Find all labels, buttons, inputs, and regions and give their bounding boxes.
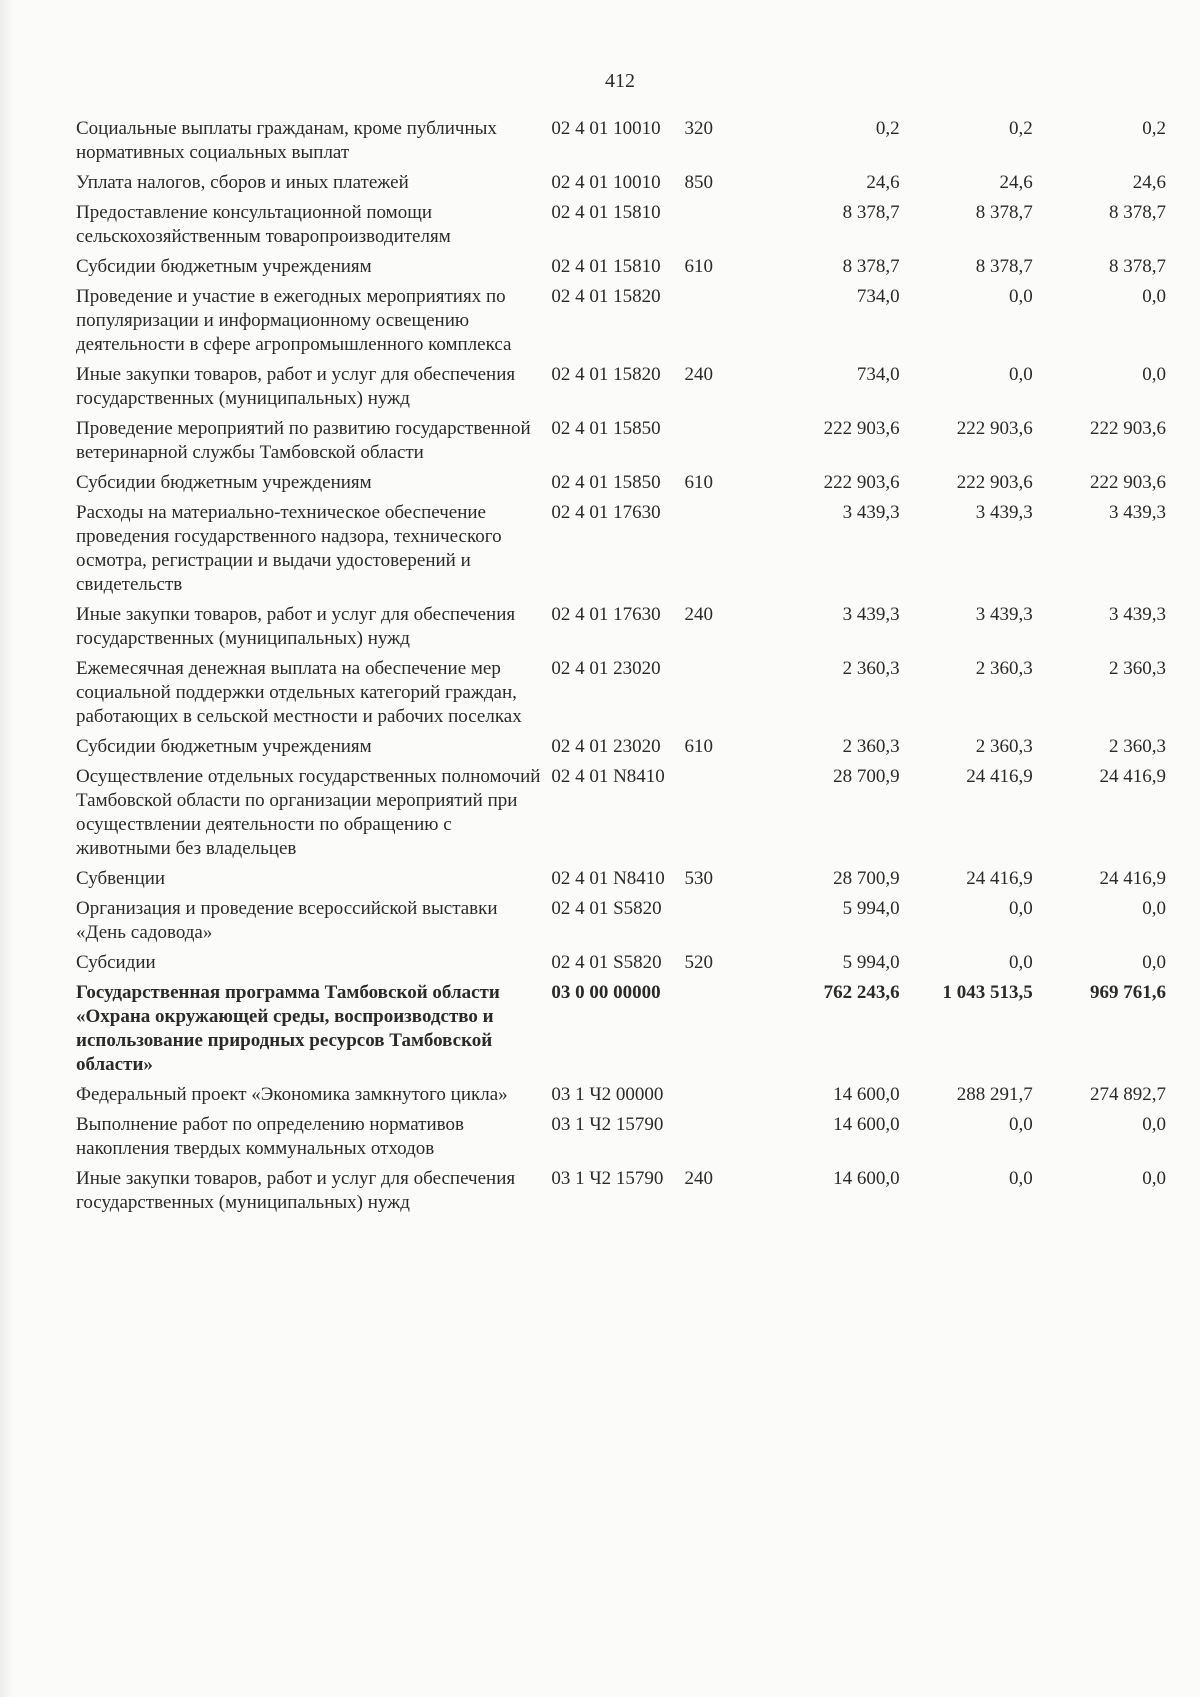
amount-year-2: 3 439,3	[975, 502, 1033, 523]
table-row	[76, 1113, 1166, 1167]
target-article-code: 02 4 01 S5820	[551, 898, 662, 919]
amount-year-3: 0,0	[1142, 952, 1166, 973]
amount-year-1: 14 600,0	[833, 1168, 900, 1189]
expense-type-code	[685, 981, 746, 1083]
table-row	[76, 255, 1166, 285]
amount-year-3: 222 903,6	[1090, 418, 1166, 439]
target-article-code: 02 4 01 15810	[551, 256, 661, 277]
expense-type-code: 610	[684, 736, 713, 757]
expense-name: Субсидии	[76, 952, 156, 973]
expense-name: Осуществление отдельных государственных полномочий Тамбовской области по организации мероприятий при осуществлении деятельности по обращению с животными без владельцев	[76, 766, 541, 859]
amount-year-3: 222 903,6	[1090, 472, 1166, 493]
amount-year-2: 0,0	[1009, 952, 1033, 973]
table-row	[76, 603, 1166, 657]
target-article-code: 02 4 01 N8410	[551, 766, 665, 787]
target-article-code: 03 1 Ч2 15790	[551, 1114, 664, 1135]
amount-year-1: 2 360,3	[842, 736, 900, 757]
expense-type-code: 850	[684, 172, 713, 193]
expense-name: Предоставление консультационной помощи сельскохозяйственным товаропроизводителям	[76, 202, 451, 247]
table-row	[76, 867, 1166, 897]
table-row	[76, 471, 1166, 501]
expense-name: Федеральный проект «Экономика замкнутого цикла»	[76, 1084, 508, 1105]
page-number: 412	[605, 70, 635, 92]
expense-type-code: 240	[684, 1168, 713, 1189]
expense-name: Выполнение работ по определению нормативов накопления твердых коммунальных отходов	[76, 1114, 464, 1159]
table-row	[76, 201, 1166, 255]
target-article-code: 02 4 01 23020	[551, 736, 661, 757]
expense-type-code: 530	[684, 868, 713, 889]
amount-year-2: 8 378,7	[975, 202, 1033, 223]
expense-name: Организация и проведение всероссийской выставки «День садовода»	[76, 898, 498, 943]
amount-year-1: 3 439,3	[842, 502, 900, 523]
amount-year-3: 3 439,3	[1109, 502, 1166, 523]
amount-year-3: 0,0	[1142, 898, 1166, 919]
amount-year-1: 0,2	[875, 118, 900, 139]
amount-year-1: 762 243,6	[823, 982, 900, 1003]
amount-year-3: 24 416,9	[1099, 766, 1166, 787]
expense-name: Государственная программа Тамбовской области «Охрана окружающей среды, воспроизводство и использование природных ресурсов Тамбовской области»	[76, 982, 500, 1075]
amount-year-3: 0,2	[1142, 118, 1166, 139]
table-row	[76, 765, 1166, 867]
expense-name: Расходы на материально-техническое обеспечение проведения государственного надзора, технического осмотра, регистрации и выдачи удостоверений и свидетельств	[76, 502, 502, 595]
expense-name: Проведение и участие в ежегодных мероприятиях по популяризации и информационному освещению деятельности в сфере агропромышленного комплекса	[76, 286, 512, 355]
expense-type-code: 240	[684, 364, 713, 385]
table-body	[76, 117, 1166, 1221]
amount-year-1: 2 360,3	[842, 658, 900, 679]
amount-year-1: 222 903,6	[823, 418, 900, 439]
amount-year-1: 5 994,0	[842, 952, 900, 973]
amount-year-3: 8 378,7	[1109, 202, 1166, 223]
expense-type-code: 320	[684, 118, 713, 139]
amount-year-3: 0,0	[1142, 1114, 1166, 1135]
table-row	[76, 285, 1166, 363]
expense-type-code	[685, 897, 746, 951]
table-row	[76, 1167, 1166, 1221]
amount-year-1: 24,6	[866, 172, 900, 193]
amount-year-2: 0,0	[1009, 1168, 1033, 1189]
amount-year-3: 969 761,6	[1090, 982, 1166, 1003]
amount-year-2: 2 360,3	[975, 736, 1033, 757]
table-row	[76, 117, 1166, 171]
expense-name: Субсидии бюджетным учреждениям	[76, 736, 372, 757]
target-article-code: 02 4 01 S5820	[551, 952, 662, 973]
expense-name: Ежемесячная денежная выплата на обеспечение мер социальной поддержки отдельных категорий граждан, работающих в сельской местности и рабочих поселках	[76, 658, 522, 727]
table-row	[76, 951, 1166, 981]
amount-year-3: 24,6	[1132, 172, 1166, 193]
amount-year-2: 0,0	[1009, 898, 1033, 919]
expense-name: Уплата налогов, сборов и иных платежей	[76, 172, 409, 193]
amount-year-2: 222 903,6	[956, 418, 1033, 439]
target-article-code: 02 4 01 17630	[551, 502, 661, 523]
amount-year-2: 0,0	[1009, 364, 1033, 385]
amount-year-1: 5 994,0	[842, 898, 900, 919]
amount-year-1: 8 378,7	[842, 256, 900, 277]
scan-edge-shadow	[0, 0, 14, 1697]
target-article-code: 03 1 Ч2 00000	[551, 1084, 664, 1105]
amount-year-1: 734,0	[856, 364, 900, 385]
table-row	[76, 1083, 1166, 1113]
expense-name: Иные закупки товаров, работ и услуг для обеспечения государственных (муниципальных) нужд	[76, 364, 516, 409]
amount-year-1: 8 378,7	[842, 202, 900, 223]
table-row	[76, 363, 1166, 417]
expense-name: Субвенции	[76, 868, 166, 889]
expense-type-code	[685, 417, 746, 471]
target-article-code: 03 0 00 00000	[551, 982, 661, 1003]
expense-name: Социальные выплаты гражданам, кроме публичных нормативных социальных выплат	[76, 118, 497, 163]
amount-year-3: 0,0	[1142, 1168, 1166, 1189]
amount-year-3: 274 892,7	[1090, 1084, 1166, 1105]
target-article-code: 02 4 01 15810	[551, 202, 661, 223]
amount-year-1: 28 700,9	[833, 766, 900, 787]
amount-year-1: 28 700,9	[833, 868, 900, 889]
target-article-code: 02 4 01 15850	[551, 472, 661, 493]
amount-year-2: 0,0	[1009, 1114, 1033, 1135]
target-article-code: 02 4 01 15820	[551, 286, 661, 307]
target-article-code: 02 4 01 10010	[551, 118, 661, 139]
expense-name: Субсидии бюджетным учреждениям	[76, 256, 372, 277]
target-article-code: 03 1 Ч2 15790	[551, 1168, 664, 1189]
amount-year-2: 0,0	[1009, 286, 1033, 307]
target-article-code: 02 4 01 10010	[551, 172, 661, 193]
amount-year-3: 2 360,3	[1109, 736, 1166, 757]
amount-year-3: 2 360,3	[1109, 658, 1166, 679]
amount-year-2: 24 416,9	[966, 868, 1033, 889]
expense-type-code	[685, 765, 746, 867]
amount-year-2: 1 043 513,5	[942, 982, 1033, 1003]
expense-type-code: 610	[684, 256, 713, 277]
table-row	[76, 171, 1166, 201]
amount-year-2: 3 439,3	[975, 604, 1033, 625]
amount-year-1: 14 600,0	[833, 1084, 900, 1105]
table-row	[76, 501, 1166, 603]
amount-year-1: 3 439,3	[842, 604, 900, 625]
target-article-code: 02 4 01 23020	[551, 658, 661, 679]
expense-type-code: 610	[684, 472, 713, 493]
amount-year-1: 14 600,0	[833, 1114, 900, 1135]
amount-year-1: 222 903,6	[823, 472, 900, 493]
amount-year-1: 734,0	[856, 286, 900, 307]
amount-year-2: 2 360,3	[975, 658, 1033, 679]
expense-type-code	[685, 501, 746, 603]
amount-year-3: 8 378,7	[1109, 256, 1166, 277]
amount-year-2: 0,2	[1009, 118, 1033, 139]
table-row	[76, 417, 1166, 471]
expense-type-code	[685, 1113, 746, 1167]
budget-table	[76, 117, 1166, 1221]
expense-name: Субсидии бюджетным учреждениям	[76, 472, 372, 493]
amount-year-3: 0,0	[1142, 364, 1166, 385]
target-article-code: 02 4 01 17630	[551, 604, 661, 625]
expense-name: Проведение мероприятий по развитию государственной ветеринарной службы Тамбовской области	[76, 418, 531, 463]
expense-name: Иные закупки товаров, работ и услуг для обеспечения государственных (муниципальных) нужд	[76, 1168, 516, 1213]
amount-year-2: 8 378,7	[975, 256, 1033, 277]
table-row	[76, 657, 1166, 735]
target-article-code: 02 4 01 N8410	[551, 868, 665, 889]
expense-type-code: 240	[684, 604, 713, 625]
expense-type-code	[685, 201, 746, 255]
amount-year-3: 0,0	[1142, 286, 1166, 307]
table-row	[76, 735, 1166, 765]
expense-type-code	[685, 657, 746, 735]
target-article-code: 02 4 01 15850	[551, 418, 661, 439]
expense-name: Иные закупки товаров, работ и услуг для обеспечения государственных (муниципальных) нужд	[76, 604, 516, 649]
amount-year-2: 222 903,6	[956, 472, 1033, 493]
expense-type-code	[685, 1083, 746, 1113]
expense-type-code: 520	[684, 952, 713, 973]
amount-year-2: 24 416,9	[966, 766, 1033, 787]
amount-year-2: 288 291,7	[956, 1084, 1033, 1105]
table-row	[76, 897, 1166, 951]
target-article-code: 02 4 01 15820	[551, 364, 661, 385]
amount-year-3: 24 416,9	[1099, 868, 1166, 889]
amount-year-2: 24,6	[999, 172, 1033, 193]
amount-year-3: 3 439,3	[1109, 604, 1166, 625]
expense-type-code	[685, 285, 746, 363]
table-row	[76, 981, 1166, 1083]
